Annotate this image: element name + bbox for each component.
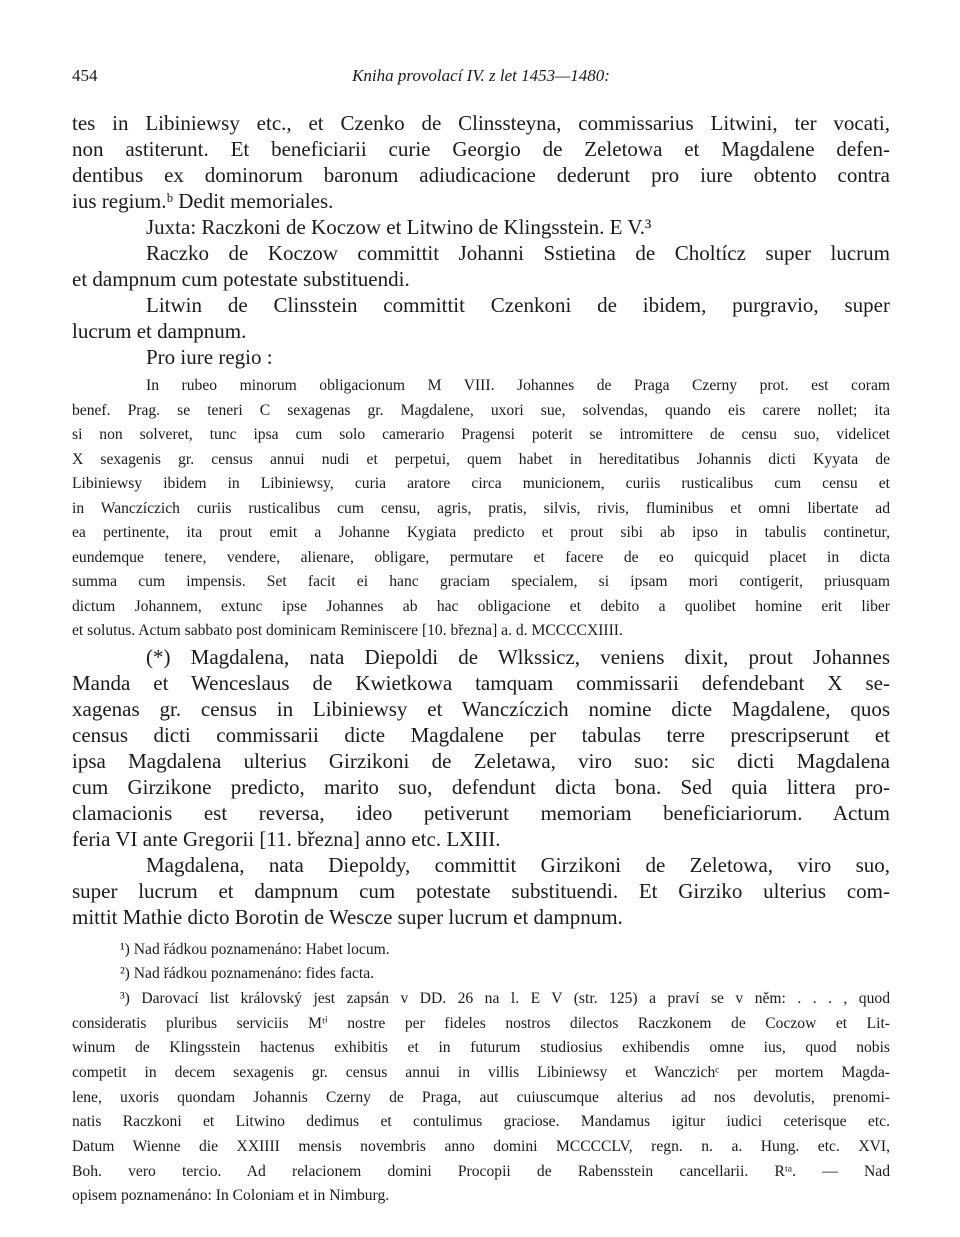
small-text-line: Libiniewsy ibidem in Libiniewsy, curia aratore circa municionem, curiis rusticalibus cum censu et <box>72 475 890 492</box>
small-text-line: benef. Prag. se teneri C sexagenas gr. Magdalene, uxori sue, solvendas, quando eis carere nollet; ita <box>72 401 890 419</box>
text-line: Pro iure regio : <box>146 345 273 369</box>
text-line: Magdalena, nata Diepoldy, committit Girzikoni de Zeletowa, viro suo, <box>146 852 890 877</box>
text-line: et dampnum cum potestate substituendi. <box>72 267 410 291</box>
text-line: super lucrum et dampnum cum potestate substituendi. Et Girziko ulterius com- <box>72 878 890 903</box>
text-line: cum Girzikone predicto, marito suo, defendunt dicta bona. Sed quia littera pro- <box>72 774 890 799</box>
text-line: mittit Mathie dicto Borotin de Wescze super lucrum et dampnum. <box>72 904 623 929</box>
footnote-3: ³) Darovací list královský jest zapsán v DD. 26 na l. E V (str. 125) a praví se v něm: . . . , quod <box>120 989 890 1007</box>
footnote-line: lene, uxoris quondam Johannis Czerny de Praga, aut cuiuscumque alterius ad nos devolutis, prenomi- <box>72 1088 890 1106</box>
document-page <box>72 60 890 1209</box>
text-line: Manda et Wenceslaus de Kwietkowa tamquam commissarii defendebant X se- <box>72 670 890 695</box>
text-line: ius regium.ᵇ Dedit memoriales. <box>72 189 334 213</box>
text-line: (*) Magdalena, nata Diepoldi de Wlkssicz, veniens dixit, prout Johannes <box>146 644 890 669</box>
footnote-line: opisem poznamenáno: In Coloniam et in Nimburg. <box>72 1187 390 1205</box>
small-text-line: In rubeo minorum obligacionum M VIII. Johannes de Praga Czerny prot. est coram <box>146 377 890 394</box>
text-line: census dicti commissarii dicte Magdalene per tabulas terre prescripserunt et <box>72 722 890 747</box>
footnote-line: Boh. vero tercio. Ad relacionem domini Procopii de Rabensstein cancellarii. Rᵗᵃ. — Nad <box>72 1162 890 1180</box>
running-title: Kniha provolací IV. z let 1453—1480: <box>352 66 610 85</box>
page-header <box>72 60 890 88</box>
footnote-line: Datum Wienne die XXIIII mensis novembris anno domini MCCCCLV, regn. n. a. Hung. etc. XVI, <box>72 1138 890 1155</box>
small-text-line: summa cum impensis. Set facit ei hanc graciam specialem, si ipsam mori contigerit, priusquam <box>72 573 890 590</box>
text-line: tes in Libiniewsy etc., et Czenko de Clinssteyna, commissarius Litwini, ter vocati, <box>72 111 890 135</box>
text-line: clamacionis est reversa, ideo petiverunt memoriam beneficiariorum. Actum <box>72 800 890 825</box>
text-line: ipsa Magdalena ulterius Girzikoni de Zeletawa, viro suo: sic dicti Magdalena <box>72 748 890 773</box>
footnote-line: winum de Klingsstein hactenus exhibitis et in futurum studiosius exhibendis omne ius, quod nobis <box>72 1039 890 1057</box>
text-line: Litwin de Clinsstein committit Czenkoni de ibidem, purgravio, super <box>146 293 890 317</box>
small-print-block <box>72 374 890 644</box>
small-text-line: dictum Johannem, extunc ipse Johannes ab hac obligacione et debito a quolibet homine erit liber <box>72 597 890 615</box>
entry-text-block <box>72 644 890 930</box>
text-line: Juxta: Raczkoni de Koczow et Litwino de Klingsstein. E V.³ <box>146 215 652 239</box>
text-line: xagenas gr. census in Libiniewsy et Wanczíczich nomine dicte Magdalene, quos <box>72 696 890 721</box>
footnote-line: competit in decem sexagenis gr. census annui in villis Libiniewsy et Wanczichᶜ per mortem Magda- <box>72 1063 890 1081</box>
small-text-line: in Wanczíczich curiis rusticalibus cum censu, agris, pratis, silvis, rivis, fluminibus et omni libertate ad <box>72 499 890 517</box>
footnote-2: ²) Nad řádkou poznamenáno: fides facta. <box>120 965 375 983</box>
text-line: feria VI ante Gregorii [11. března] anno etc. LXIII. <box>72 826 501 851</box>
small-text-line: si non solveret, tunc ipsa cum solo camerario Pragensi poterit se intromittere de censu suo, videlicet <box>72 426 890 443</box>
footnote-line: consideratis pluribus serviciis Mᵗⁱ nostre per fideles nostros dilectos Raczkonem de Coczow et Lit- <box>72 1014 890 1032</box>
text-line: Raczko de Koczow committit Johanni Sstietina de Choltícz super lucrum <box>146 241 890 265</box>
text-line: dentibus ex dominorum baronum adiudicacione dederunt pro iure obtento contra <box>72 163 890 187</box>
footnotes <box>72 938 890 1210</box>
small-text-line: et solutus. Actum sabbato post dominicam Reminiscere [10. března] a. d. MCCCCXIIII. <box>72 622 623 639</box>
small-text-line: X sexagenis gr. census annui nudi et perpetui, quem habet in hereditatibus Johannis dicti Kyyata de <box>72 450 890 468</box>
text-line: non astiterunt. Et beneficiarii curie Georgio de Zeletowa et Magdalene defen- <box>72 137 890 161</box>
text-line: lucrum et dampnum. <box>72 319 247 343</box>
main-text-block <box>72 110 890 370</box>
small-text-line: ea pertinente, ita prout emit a Johanne Kygiata predicto et prout sibi ab ipso in tabulis continetur, <box>72 524 890 541</box>
small-text-line: eundemque tenere, vendere, alienare, obligare, permutare et facere de eo quicquid placet in dicta <box>72 548 890 566</box>
page-number: 454 <box>72 66 98 85</box>
footnote-1: ¹) Nad řádkou poznamenáno: Habet locum. <box>120 940 390 958</box>
footnote-line: natis Raczkoni et Litwino dedimus et contulimus graciose. Mandamus igitur iudici ceterisque etc. <box>72 1113 890 1131</box>
